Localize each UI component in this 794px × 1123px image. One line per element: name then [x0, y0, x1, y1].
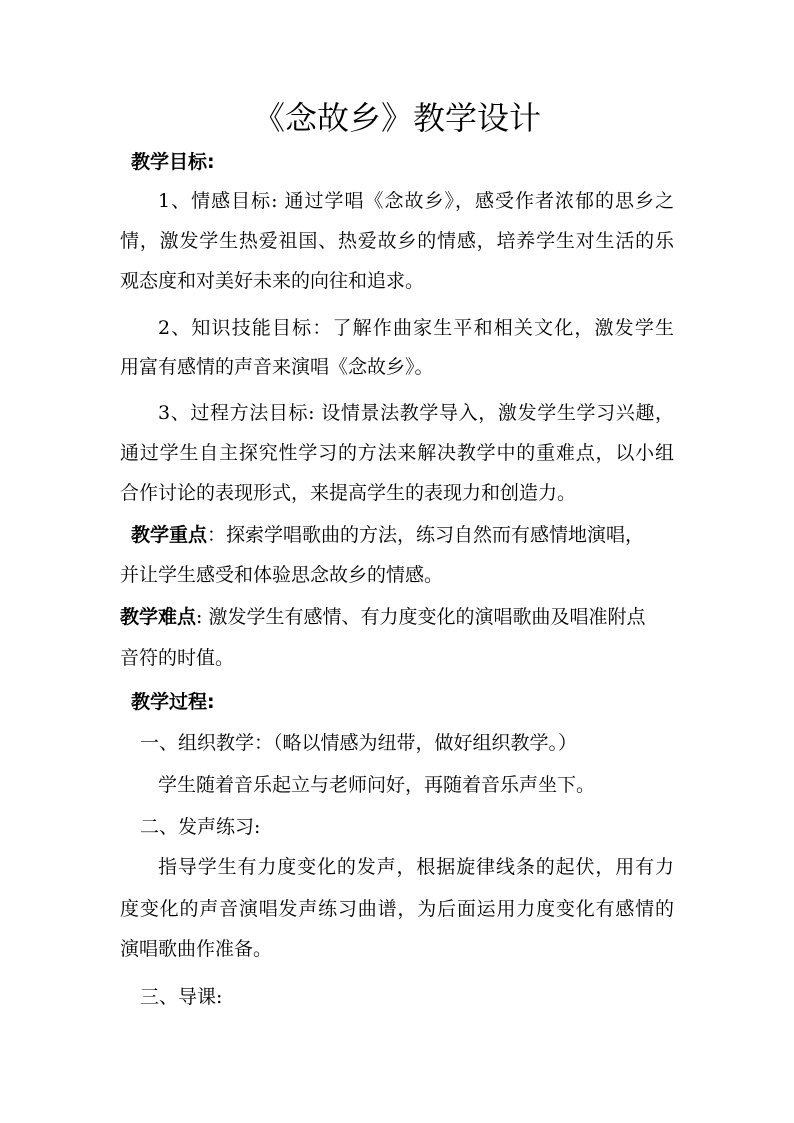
objective1-line1: 1、情感目标: 通过学唱《念故乡》，感受作者浓郁的思乡之: [158, 190, 674, 212]
objectives-heading: 教学目标:: [131, 151, 215, 173]
objective3-line1: 3、过程方法目标: 设情景法教学导入，激发学生学习兴趣，: [158, 402, 674, 424]
key-point-label: 教学重点: [131, 524, 208, 546]
objective3-line2: 通过学生自主探究性学习的方法来解决教学中的重难点，以小组: [120, 442, 674, 464]
objective2-line1: 2、知识技能目标：了解作曲家生平和相关文化，激发学生: [158, 317, 674, 339]
step1-text: 学生随着音乐起立与老师问好，再随着音乐声坐下。: [158, 774, 596, 796]
objective1-line2: 情，激发学生热爱祖国、热爱故乡的情感，培养学生对生活的乐: [120, 230, 674, 252]
difficulty-line2: 音符的时值。: [120, 647, 235, 669]
step2-heading: 二、发声练习:: [140, 816, 261, 838]
step1-heading: 一、组织教学：（略以情感为纽带，做好组织教学。）: [140, 732, 578, 754]
difficulty-label: 教学难点: [120, 606, 197, 628]
key-point-text: ：探索学唱歌曲的方法，练习自然而有感情地演唱，: [207, 524, 645, 546]
process-heading: 教学过程:: [131, 691, 215, 713]
document-title: 《念故乡》教学设计: [252, 99, 541, 137]
step2-line3: 演唱歌曲作准备。: [120, 938, 273, 960]
key-point-line2: 并让学生感受和体验思念故乡的情感。: [120, 564, 444, 586]
objective2-line2: 用富有感情的声音来演唱《念故乡》。: [120, 356, 434, 378]
difficulty-text: : 激发学生有感情、有力度变化的演唱歌曲及唱准附点: [196, 606, 646, 628]
step3-heading: 三、导课:: [140, 986, 223, 1008]
objective3-line3: 合作讨论的表现形式，来提高学生的表现力和创造力。: [120, 482, 577, 504]
step2-line1: 指导学生有力度变化的发声，根据旋律线条的起伏，用有力: [158, 856, 674, 878]
step2-line2: 度变化的声音演唱发声练习曲谱，为后面运用力度变化有感情的: [120, 898, 674, 920]
key-point-line1: [131, 520, 644, 550]
difficulty-line1: [120, 602, 645, 632]
objective1-line3: 观态度和对美好未来的向往和追求。: [120, 270, 425, 292]
